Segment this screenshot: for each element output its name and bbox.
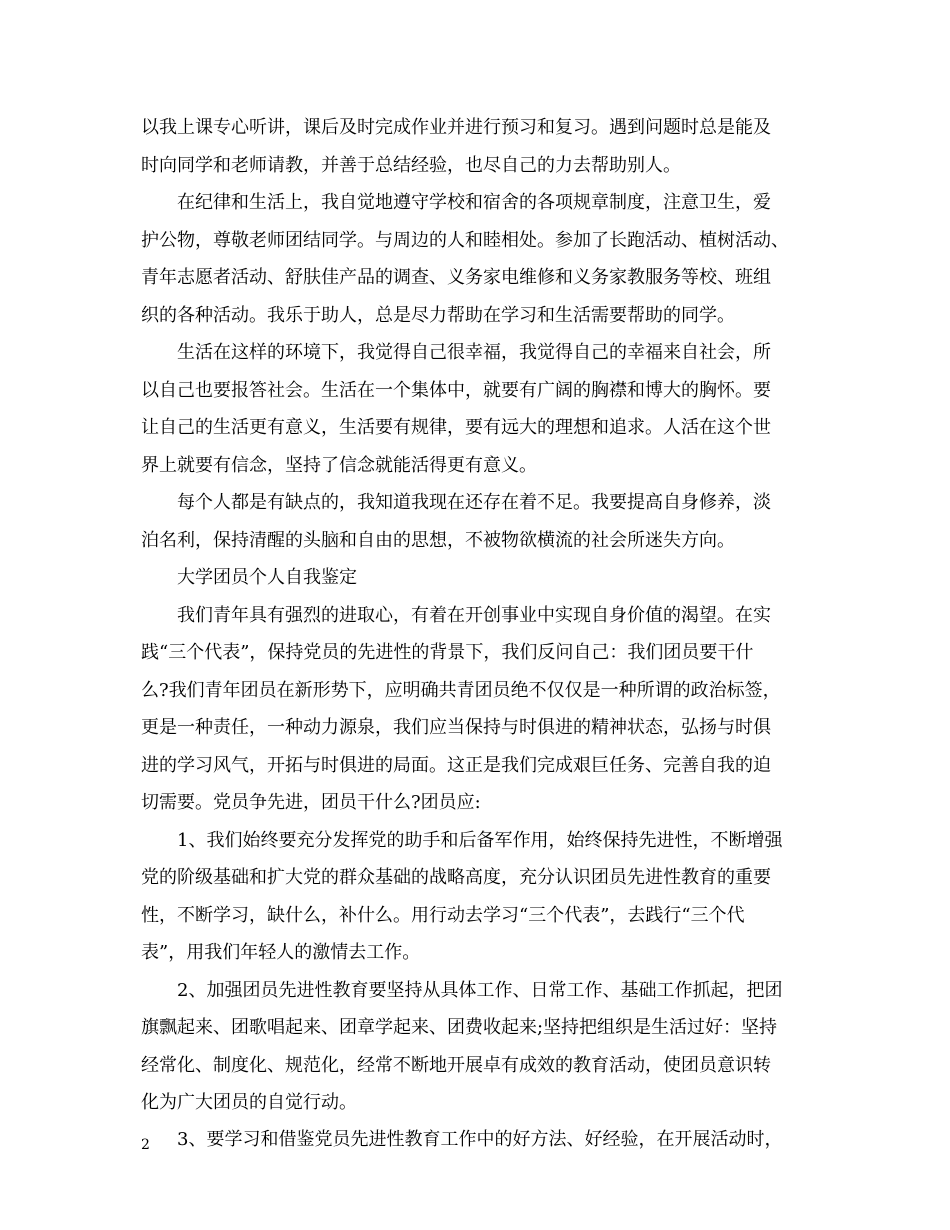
text-line: 践“三个代表”，保持党员的先进性的背景下，我们反问自己：我们团员要干什 (141, 642, 754, 663)
text-line: 以自己也要报答社会。生活在一个集体中，就要有广阔的胸襟和博大的胸怀。要 (141, 380, 771, 401)
text-line: 界上就要有信念，坚持了信念就能活得更有意义。 (141, 455, 537, 476)
text-line: 2、加强团员先进性教育要坚持从具体工作、日常工作、基础工作抓起，把团 (177, 980, 783, 1001)
text-line: 表”，用我们年轻人的激情去工作。 (141, 942, 421, 963)
text-line: 在纪律和生活上，我自觉地遵守学校和宿舍的各项规章制度，注意卫生，爱 (177, 192, 771, 213)
page-number: 2 (141, 1137, 150, 1153)
text-line: 化为广大团员的自觉行动。 (141, 1092, 357, 1113)
text-line: 织的各种活动。我乐于助人，总是尽力帮助在学习和生活需要帮助的同学。 (141, 305, 735, 326)
text-line: 性，不断学习，缺什么，补什么。用行动去学习“三个代表”，去践行“三个代 (141, 905, 745, 926)
text-line: 更是一种责任，一种动力源泉，我们应当保持与时俱进的精神状态，弘扬与时俱 (141, 717, 771, 738)
text-line: 经常化、制度化、规范化，经常不断地开展卓有成效的教育活动，使团员意识转 (141, 1055, 771, 1076)
text-line: 3、要学习和借鉴党员先进性教育工作中的好方法、好经验，在开展活动时， (177, 1129, 783, 1150)
text-line: 进的学习风气，开拓与时俱进的局面。这正是我们完成艰巨任务、完善自我的迫 (141, 755, 771, 776)
text-line: 党的阶级基础和扩大党的群众基础的战略高度，充分认识团员先进性教育的重要 (141, 867, 771, 888)
text-line: 时向同学和老师请教，并善于总结经验，也尽自己的力去帮助别人。 (141, 155, 681, 176)
text-line: 以我上课专心听讲，课后及时完成作业并进行预习和复习。遇到问题时总是能及 (141, 117, 771, 138)
text-line: 每个人都是有缺点的，我知道我现在还存在着不足。我要提高自身修养，淡 (177, 492, 771, 513)
text-line: 泊名利，保持清醒的头脑和自由的思想，不被物欲横流的社会所迷失方向。 (141, 530, 735, 551)
text-line: 么?我们青年团员在新形势下，应明确共青团员绝不仅仅是一种所谓的政治标签， (141, 680, 781, 701)
text-line: 护公物，尊敬老师团结同学。与周边的人和睦相处。参加了长跑活动、植树活动、 (141, 230, 789, 251)
text-line: 我们青年具有强烈的进取心，有着在开创事业中实现自身价值的渴望。在实 (177, 605, 771, 626)
section-heading: 大学团员个人自我鉴定 (177, 567, 357, 588)
text-line: 青年志愿者活动、舒肤佳产品的调查、义务家电维修和义务家教服务等校、班组 (141, 267, 771, 288)
text-line: 生活在这样的环境下，我觉得自己很幸福，我觉得自己的幸福来自社会，所 (177, 342, 771, 363)
text-line: 旗飘起来、团歌唱起来、团章学起来、团费收起来;坚持把组织是生活过好：坚持 (141, 1017, 778, 1038)
text-line: 切需要。党员争先进，团员干什么?团员应: (141, 792, 481, 813)
text-line: 1、我们始终要充分发挥党的助手和后备军作用，始终保持先进性，不断增强 (177, 830, 783, 851)
text-line: 让自己的生活更有意义，生活要有规律，要有远大的理想和追求。人活在这个世 (141, 417, 771, 438)
